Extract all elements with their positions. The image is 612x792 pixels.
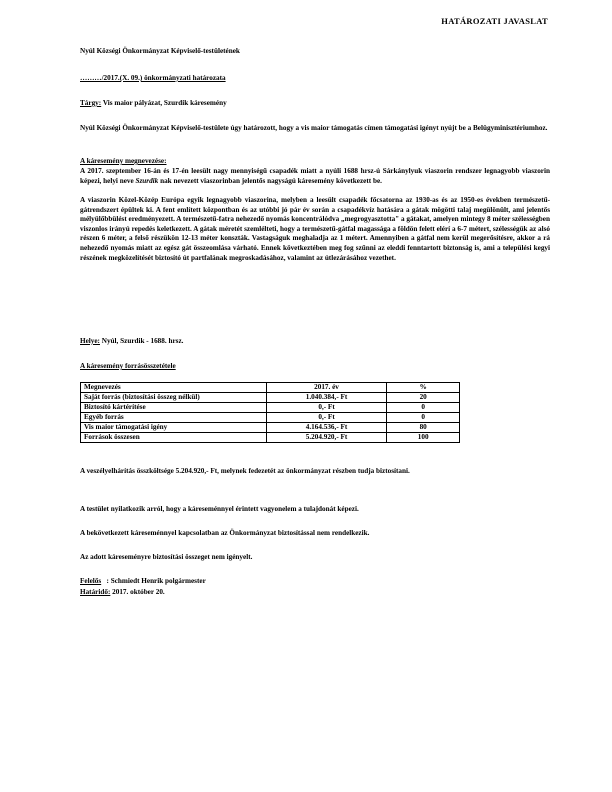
table-cell: Biztosító kártérítése bbox=[81, 403, 267, 413]
deadline-line bbox=[80, 588, 550, 598]
description-paragraph-1 bbox=[80, 167, 550, 186]
table-cell: 0 bbox=[387, 403, 460, 413]
description-p1-a: A 2017. szeptember 16-án és 17-én leesült nagy mennyiségű csapadék miatt a nyúli 1688 hrsz-ú Sárkánylyuk viaszorin rendszer legnagyobb viaszorin képezi, helyi neve bbox=[80, 167, 550, 185]
table-cell: 5.204.920,- Ft bbox=[266, 433, 387, 443]
table-row bbox=[81, 423, 460, 433]
resolution-number: ………/2017.(X. 09.) önkormányzati határozata bbox=[80, 74, 226, 82]
table-header-cell: Megnevezés bbox=[81, 383, 267, 393]
description-p1-italic: Szurdik bbox=[135, 176, 159, 185]
subject-label: Tárgy: bbox=[80, 99, 102, 107]
statement-ownership: A testület nyilatkozik arról, hogy a káreseménnyel érintett vagyonelem a tulajdonát képezi. bbox=[80, 505, 359, 513]
decision-text: Nyúl Községi Önkormányzat Képviselő-testülete úgy határozott, hogy a vis maior támogatás címen támogatási igényt nyújt be a Belügyminisztériumhoz. bbox=[80, 124, 548, 132]
responsible-label: Felelős bbox=[80, 577, 102, 585]
sources-heading: A káresemény forrásösszetétele bbox=[80, 362, 176, 370]
table-cell: Vis maior támogatási igény bbox=[81, 423, 267, 433]
table-row bbox=[81, 393, 460, 403]
table-cell: 20 bbox=[387, 393, 460, 403]
table-cell: 100 bbox=[387, 433, 460, 443]
deadline-text: 2017. október 20. bbox=[110, 588, 165, 596]
table-cell: 0 bbox=[387, 413, 460, 423]
responsible-line bbox=[80, 577, 550, 587]
deadline-label: Határidő: bbox=[80, 588, 111, 596]
description-p1-b: nak nevezett viaszorinban jelentős nagyságú káresemény következett be. bbox=[158, 176, 382, 185]
location-line bbox=[80, 337, 550, 347]
description-heading: A káresemény megnevezése: bbox=[80, 157, 167, 165]
description-paragraph-2: A viaszorin Közel-Közép Európa egyik legnagyobb viaszorina, melyben a leesült csapadék főcsatorna az 1930-as és az 1950-es években természetű-gátrendszert épültek ki. A fent említett központban és az utóbbi jó pár év során a csapadékvíz hatására a gátak mögötti talaj megülönült, ami jelentős mélyülőbbülést eredményezett. A természetű-fatra nehezedő nyomás koncentrálódva „megrogyasztotta" a gátakat, amelyen mintegy 8 méter szélességben viszonlos irányú repedés keletkezett. A gátak méretét szemlélteti, hogy a természetű-gátfal magassága a földön felett elérí a 6-7 métert, szélességük az alsó részen 6 méter, a felső részükön 12-13 méter konszták. Vastagságuk meghaladja az 1 métert. Amennyiben a gátfal nem kerül megerősítésre, akkor a rá nehezedő nyomás miatt az egész gát összeomlása várható. Ennek következtében meg fog szűnni az eleddi fenntartott biztonság is, ami a települési kegyi részének megközelítését biztosító út partfalának megroskadásához, valamint az útlezárásához vezethet. bbox=[80, 196, 550, 262]
table-header-row bbox=[81, 383, 460, 393]
table-cell: 0,- Ft bbox=[266, 403, 387, 413]
table-cell: Egyéb forrás bbox=[81, 413, 267, 423]
responsible-text: : Schmiedt Henrik polgármester bbox=[101, 577, 206, 585]
council-name: Nyúl Községi Önkormányzat Képviselő-testületének bbox=[80, 47, 240, 55]
subject-text: Vis maior pályázat, Szurdik káresemény bbox=[101, 99, 227, 107]
table-cell: Források összesen bbox=[81, 433, 267, 443]
table-cell: 0,- Ft bbox=[266, 413, 387, 423]
table-header-cell: % bbox=[387, 383, 460, 393]
statement-cost: A veszélyelhárítás összköltsége 5.204.920,- Ft, melynek fedezetét az önkormányzat részben tudja biztosítani. bbox=[80, 467, 410, 475]
subject-line bbox=[80, 99, 550, 109]
table-cell: Saját forrás (biztosítási összeg nélkül) bbox=[81, 393, 267, 403]
table-row bbox=[81, 403, 460, 413]
table-cell: 80 bbox=[387, 423, 460, 433]
table-row bbox=[81, 413, 460, 423]
table-row bbox=[81, 433, 460, 443]
sources-table bbox=[80, 382, 460, 443]
table-cell: 4.164.536,- Ft bbox=[266, 423, 387, 433]
statement-insurance-claim: Az adott káreseményre biztosítási összeget nem igényelt. bbox=[80, 553, 253, 561]
location-label: Helye: bbox=[80, 337, 100, 345]
statement-insurance: A bekövetkezett káreseménnyel kapcsolatban az Önkormányzat biztosítással nem rendelkezik. bbox=[80, 529, 370, 537]
table-header-cell: 2017. év bbox=[266, 383, 387, 393]
location-text: Nyúl, Szurdik - 1688. hrsz. bbox=[99, 337, 184, 345]
table-cell: 1.040.384,- Ft bbox=[266, 393, 387, 403]
document-type-label: HATÁROZATI JAVASLAT bbox=[441, 16, 548, 26]
